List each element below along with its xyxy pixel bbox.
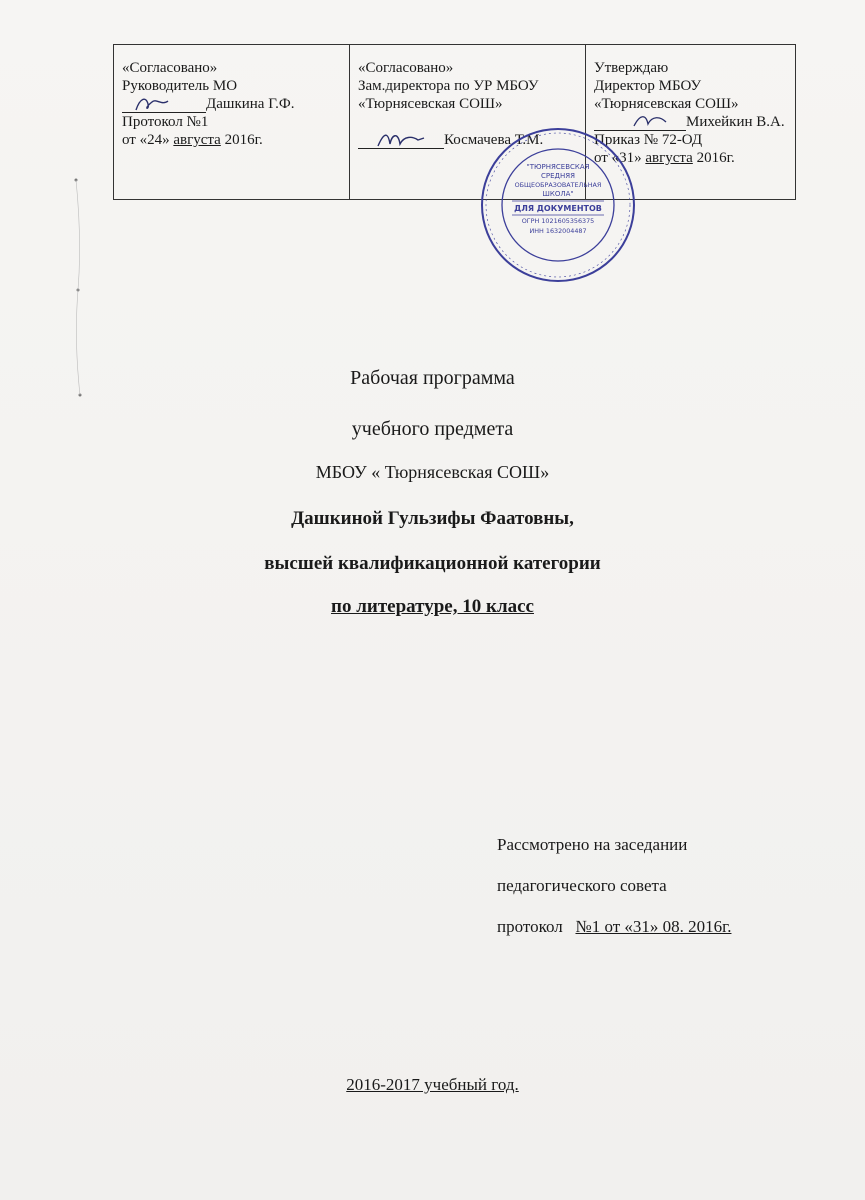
signature-mark (358, 128, 438, 152)
approval-role: Зам.директора по УР МБОУ (358, 78, 539, 94)
school-stamp (478, 125, 638, 285)
approval-heading: «Согласовано» (122, 60, 218, 76)
svg-text:СРЕДНЯЯ: СРЕДНЯЯ (541, 172, 575, 180)
approval-date: от «24» августа 2016г. (122, 132, 263, 148)
svg-text:ДЛЯ ДОКУМЕНТОВ: ДЛЯ ДОКУМЕНТОВ (514, 204, 602, 213)
school-name: «Тюрнясевская СОШ» (358, 96, 503, 112)
approval-heading: Утверждаю (594, 60, 669, 76)
signature-mark (122, 92, 182, 114)
signature-line (358, 134, 444, 149)
signer-name: Космачева Т.М. (444, 132, 544, 148)
svg-text:ИНН 1632004487: ИНН 1632004487 (529, 227, 587, 235)
svg-text:ШКОЛА": ШКОЛА" (542, 190, 574, 198)
approval-role: Руководитель МО (122, 78, 238, 94)
svg-text:"ТЮРНЯСЕВСКАЯ: "ТЮРНЯСЕВСКАЯ (526, 163, 590, 171)
signer-name: Дашкина Г.Ф. (206, 96, 295, 112)
svg-text:ОБЩЕОБРАЗОВАТЕЛЬНАЯ: ОБЩЕОБРАЗОВАТЕЛЬНАЯ (514, 181, 602, 189)
order-number: Приказ № 72-ОД (594, 132, 703, 148)
doc-subtitle: учебного предмета (351, 418, 514, 440)
doc-title: Рабочая программа (350, 367, 515, 389)
school-name: «Тюрнясевская СОШ» (594, 96, 739, 112)
approval-heading: «Согласовано» (358, 60, 454, 76)
approval-date: от «31» августа 2016г. (594, 150, 735, 166)
subject-grade: по литературе, 10 класс (331, 596, 534, 617)
protocol-number: Протокол №1 (122, 114, 209, 130)
approval-cell-mo (114, 45, 350, 200)
school-line: МБОУ « Тюрнясевская СОШ» (315, 462, 550, 482)
approval-table (113, 44, 796, 200)
signature-line (122, 98, 206, 113)
signer-name: Михейкин В.А. (686, 114, 785, 130)
review-line-1: Рассмотрено на заседании (497, 835, 688, 854)
svg-text:ОГРН 1021605356375: ОГРН 1021605356375 (521, 217, 595, 225)
review-line-2: педагогического совета (497, 876, 667, 895)
qualification: высшей квалификационной категории (264, 553, 601, 574)
review-protocol: протокол №1 от «31» 08. 2016г. (497, 917, 732, 936)
teacher-name: Дашкиной Гульзифы Фаатовны, (291, 508, 574, 529)
approval-role: Директор МБОУ (594, 78, 702, 94)
academic-year: 2016-2017 учебный год. (346, 1075, 519, 1094)
review-protocol-value: №1 от «31» 08. 2016г. (575, 917, 732, 936)
